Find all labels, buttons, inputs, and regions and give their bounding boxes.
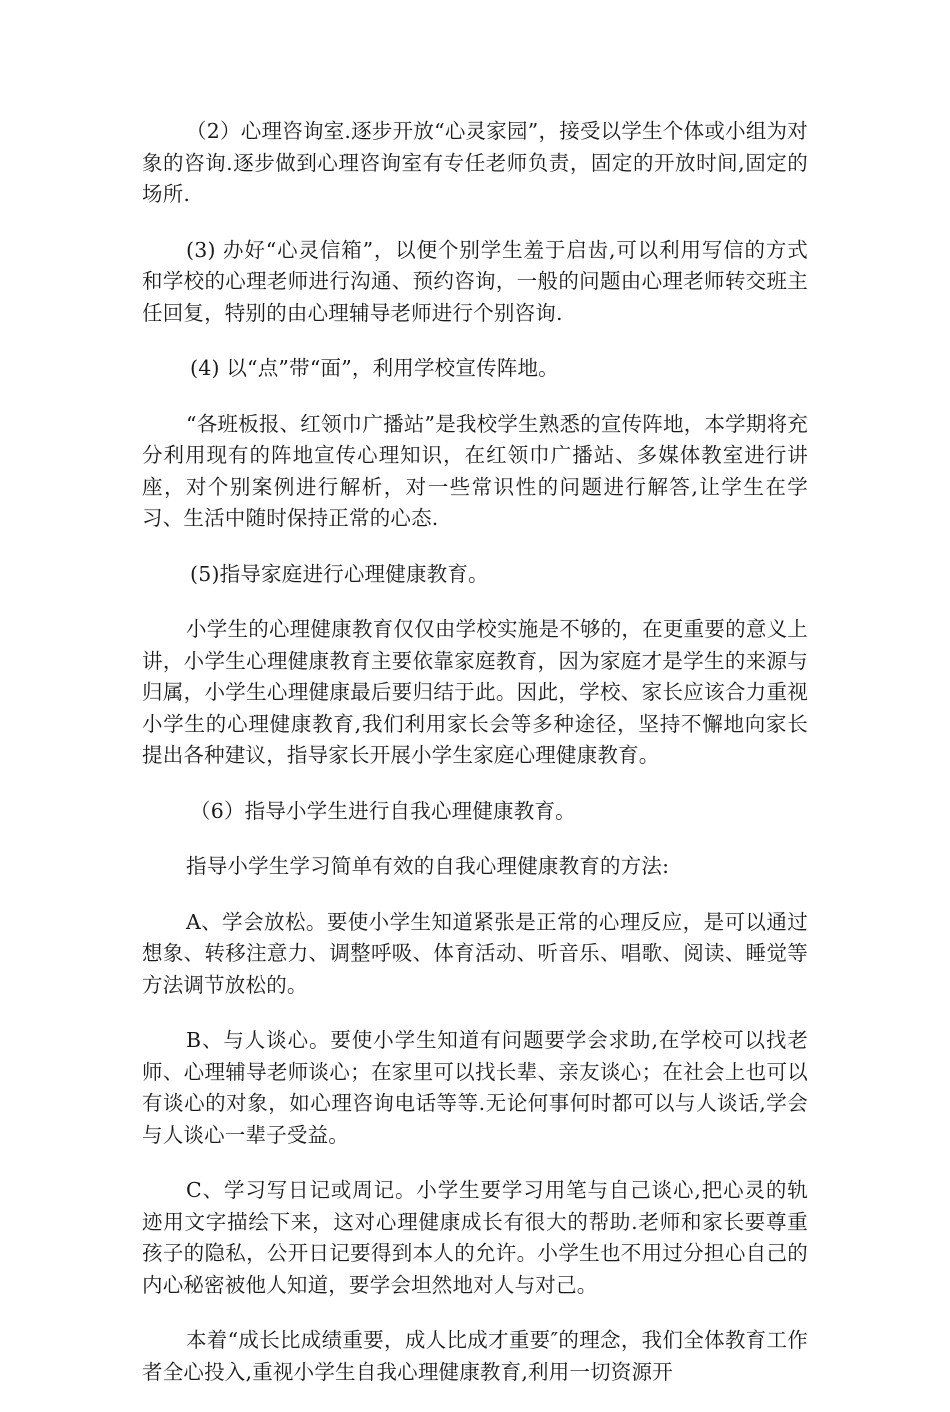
paragraph-method-b: B、与人谈心。要使小学生知道有问题要学会求助,在学校可以找老师、心理辅导老师谈心；在家里可以找长辈、亲友谈心；在社会上也可以有谈心的对象，如心理咨询电话等等.无论何事何时都可以与人谈话,学会与人谈心一辈子受益。 — [142, 1028, 808, 1147]
paragraph-conclusion: 本着“成长比成绩重要，成人比成才重要″的理念，我们全体教育工作者全心投入,重视小学生自我心理健康教育,利用一切资源开 — [142, 1328, 808, 1384]
paragraph-methods-intro: 指导小学生学习简单有效的自我心理健康教育的方法: — [186, 854, 670, 878]
paragraph-publicity-heading: (4) 以“点”带“面”，利用学校宣传阵地。 — [190, 356, 559, 380]
paragraph-method-a: A、学会放松。要使小学生知道紧张是正常的心理反应，是可以通过想象、转移注意力、调整呼吸、体育活动、听音乐、唱歌、阅读、睡觉等方法调节放松的。 — [142, 909, 808, 997]
paragraph-counseling-room: （2）心理咨询室.逐步开放“心灵家园”，接受以学生个体或小组为对象的咨询.逐步做到心理咨询室有专任老师负责，固定的开放时间,固定的场所. — [142, 119, 808, 206]
paragraph-self-heading: （6）指导小学生进行自我心理健康教育。 — [190, 798, 576, 823]
paragraph-publicity: “各班板报、红领巾广播站”是我校学生熟悉的宣传阵地，本学期将充分利用现有的阵地宣传心理知识，在红领巾广播站、多媒体教室进行讲座，对个别案例进行解析，对一些常识性的问题进行解答,让学生在学习、生活中随时保持正常的心态. — [142, 411, 808, 530]
paragraph-family: 小学生的心理健康教育仅仅由学校实施是不够的，在更重要的意义上讲，小学生心理健康教育主要依靠家庭教育，因为家庭才是学生的来源与归属，小学生心理健康最后要归结于此。因此，学校、家长应该合力重视小学生的心理健康教育,我们利用家长会等多种途径，坚持不懈地向家长提出各种建议，指导家长开展小学生家庭心理健康教育。 — [142, 617, 808, 767]
document-body — [142, 116, 808, 1412]
paragraph-mailbox: (3) 办好“心灵信箱”，以便个别学生羞于启齿,可以利用写信的方式和学校的心理老师进行沟通、预约咨询，一般的问题由心理老师转交班主任回复，特别的由心理辅导老师进行个别咨询. — [142, 237, 808, 325]
paragraph-family-heading: (5)指导家庭进行心理健康教育。 — [190, 561, 489, 586]
paragraph-method-c: C、学习写日记或周记。小学生要学习用笔与自己谈心,把心灵的轨迹用文字描绘下来，这对心理健康成长有很大的帮助.老师和家长要尊重孩子的隐私，公开日记要得到本人的允许。小学生也不用过分担心自己的内心秘密被他人知道，要学会坦然地对人与对己。 — [142, 1178, 808, 1297]
